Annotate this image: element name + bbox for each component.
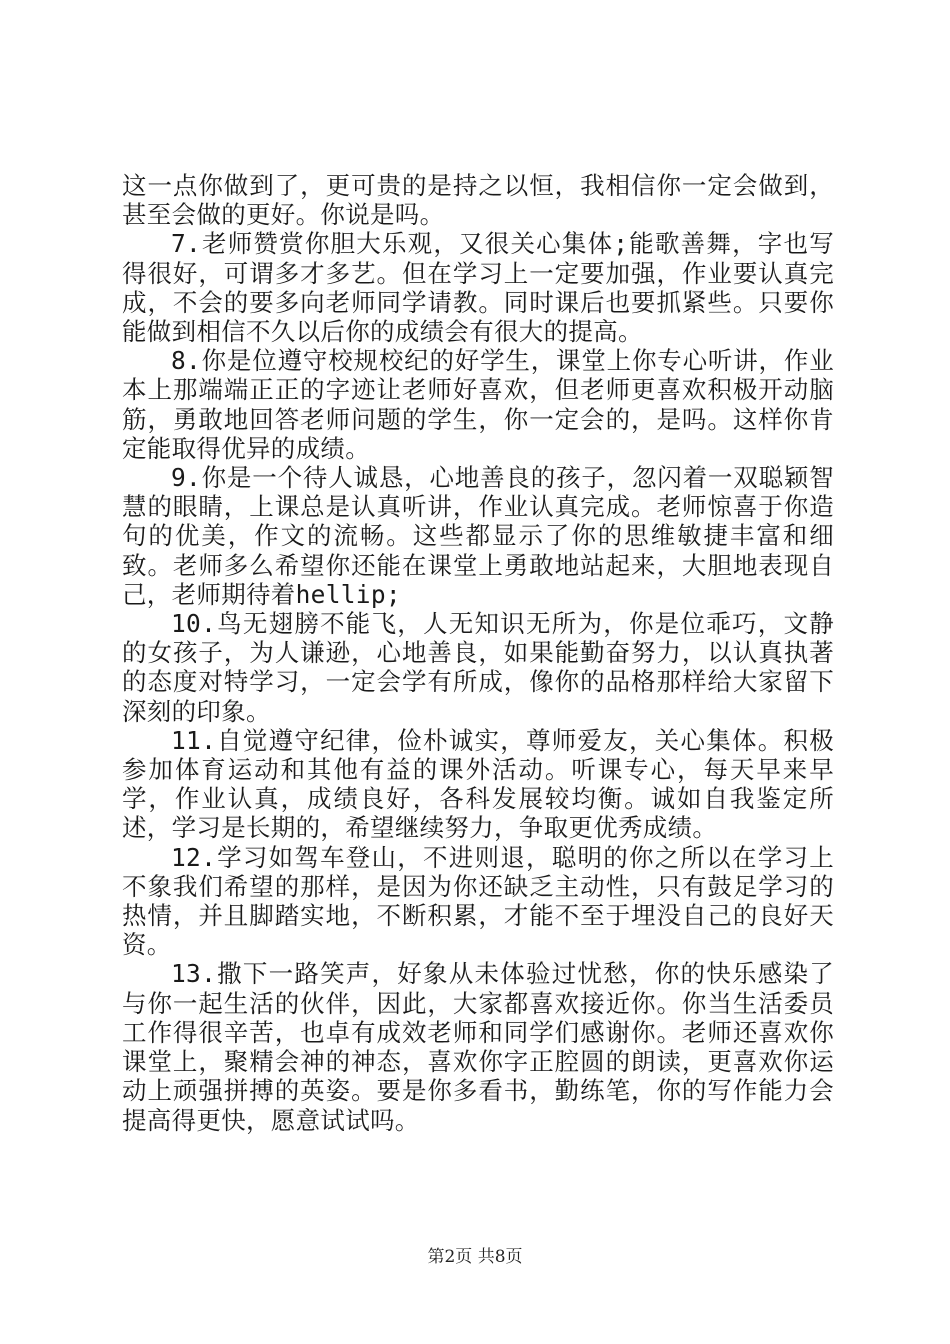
paragraph-continuation: 这一点你做到了，更可贵的是持之以恒，我相信你一定会做到，甚至会做的更好。你说是吗。 [122, 171, 834, 230]
paragraph-comment-10: 10.鸟无翅膀不能飞，人无知识无所为，你是位乖巧，文静的女孩子，为人谦逊，心地善良，如果能勤奋努力，以认真执著的态度对特学习，一定会学有所成，像你的品格那样给大家留下深刻的印象。 [122, 609, 834, 726]
paragraph-comment-13: 13.撒下一路笑声，好象从未体验过忧愁，你的快乐感染了与你一起生活的伙伴，因此，大家都喜欢接近你。你当生活委员工作得很辛苦，也卓有成效老师和同学们感谢你。老师还喜欢你课堂上，聚精会神的神态，喜欢你字正腔圆的朗读，更喜欢你运动上顽强拼搏的英姿。要是你多看书，勤练笔，你的写作能力会提高得更快，愿意试试吗。 [122, 959, 834, 1135]
document-body [122, 171, 834, 1135]
paragraph-comment-12: 12.学习如驾车登山，不进则退，聪明的你之所以在学习上不象我们希望的那样，是因为你还缺乏主动性，只有鼓足学习的热情，并且脚踏实地，不断积累，才能不至于埋没自己的良好天资。 [122, 842, 834, 960]
paragraph-comment-9: 9.你是一个待人诚恳，心地善良的孩子，忽闪着一双聪颖智慧的眼睛，上课总是认真听讲，作业认真完成。老师惊喜于你造句的优美，作文的流畅。这些都显示了你的思维敏捷丰富和细致。老师多么希望你还能在课堂上勇敢地站起来，大胆地表现自己，老师期待着hellip; [122, 463, 834, 609]
paragraph-comment-8: 8.你是位遵守校规校纪的好学生，课堂上你专心听讲，作业本上那端端正正的字迹让老师好喜欢，但老师更喜欢积极开动脑筋，勇敢地回答老师问题的学生，你一定会的，是吗。这样你肯定能取得优异的成绩。 [122, 346, 834, 463]
paragraph-comment-7: 7.老师赞赏你胆大乐观，又很关心集体;能歌善舞，字也写得很好，可谓多才多艺。但在学习上一定要加强，作业要认真完成，不会的要多向老师同学请教。同时课后也要抓紧些。只要你能做到相信不久以后你的成绩会有很大的提高。 [122, 229, 834, 347]
paragraph-comment-11: 11.自觉遵守纪律，俭朴诚实，尊师爱友，关心集体。积极参加体育运动和其他有益的课外活动。听课专心，每天早来早学，作业认真，成绩良好，各科发展较均衡。诚如自我鉴定所述，学习是长期的，希望继续努力，争取更优秀成绩。 [122, 725, 834, 843]
page-number-footer: 第2页 共8页 [427, 1247, 523, 1267]
